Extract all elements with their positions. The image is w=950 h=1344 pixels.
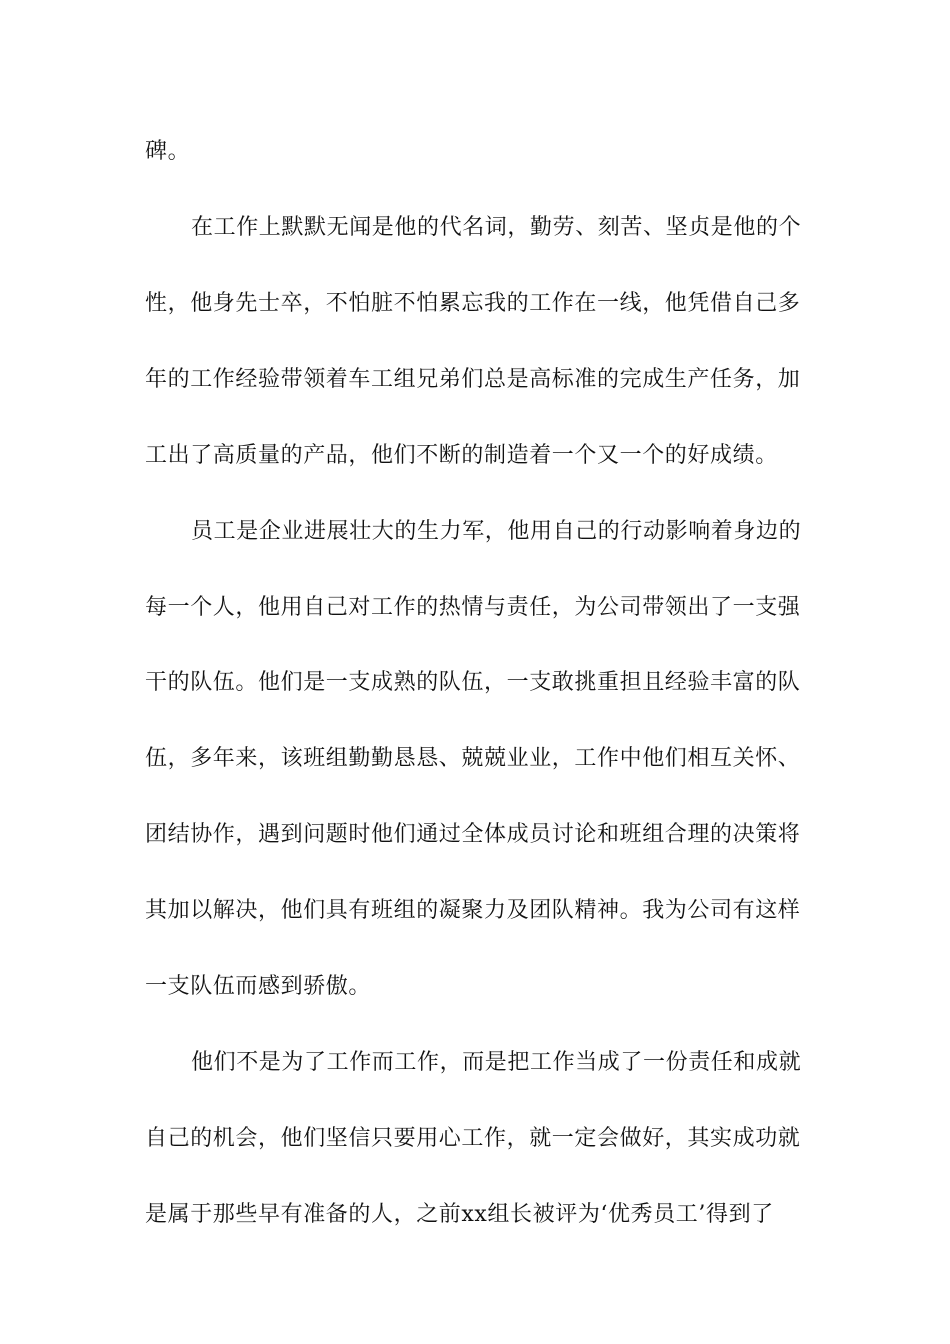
text-line: 每一个人，他用自己对工作的热情与责任，为公司带领出了一支强 (145, 595, 801, 620)
text-line: 工出了高质量的产品，他们不断的制造着一个又一个的好成绩。 (145, 443, 778, 468)
text-line: 年的工作经验带领着车工组兄弟们总是高标准的完成生产任务，加 (145, 367, 801, 392)
text-line: 碑。 (145, 139, 191, 164)
text-line: 自己的机会，他们坚信只要用心工作，就一定会做好，其实成功就 (145, 1126, 801, 1151)
text-line: 性，他身先士卒，不怕脏不怕累忘我的工作在一线，他凭借自己多 (145, 291, 801, 316)
paragraph-first-line: 员工是企业进展壮大的生力军，他用自己的行动影响着身边的 (191, 519, 802, 544)
paragraph-first-line: 他们不是为了工作而工作，而是把工作当成了一份责任和成就 (191, 1050, 802, 1075)
text-line: 伍，多年来，该班组勤勤恳恳、兢兢业业，工作中他们相互关怀、 (145, 746, 801, 771)
text-line: 一支队伍而感到骄傲。 (145, 974, 372, 999)
paragraph-first-line: 在工作上默默无闻是他的代名词，勤劳、刻苦、坚贞是他的个 (191, 215, 802, 240)
text-line: 干的队伍。他们是一支成熟的队伍，一支敢挑重担且经验丰富的队 (145, 670, 801, 695)
text-line: 其加以解决，他们具有班组的凝聚力及团队精神。我为公司有这样 (145, 898, 801, 923)
text-line: 是属于那些早有准备的人，之前xx组长被评为‘优秀员工’得到了 (145, 1202, 774, 1227)
text-line: 团结协作，遇到问题时他们通过全体成员讨论和班组合理的决策将 (145, 822, 801, 847)
